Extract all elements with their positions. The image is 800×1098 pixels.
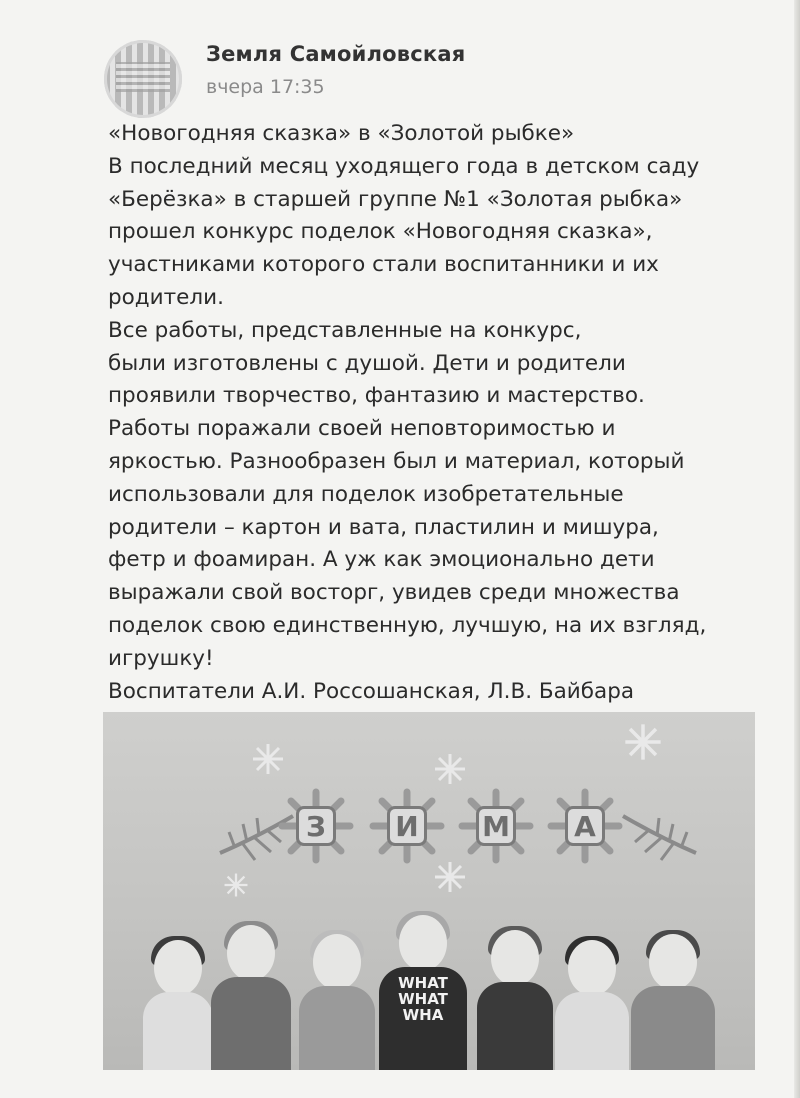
wall-letter: З	[296, 806, 336, 846]
child-figure	[555, 940, 629, 1070]
post-photo[interactable]	[103, 712, 755, 1070]
snowflake-icon	[223, 872, 249, 898]
post-line: родители – картон и вата, пластилин и мишура,	[108, 514, 659, 540]
post-line: проявили творчество, фантазию и мастерство.	[108, 383, 645, 409]
child-figure	[143, 940, 213, 1070]
post-header	[104, 40, 744, 110]
shirt-print: WHAT WHAT WHA	[398, 974, 448, 1024]
wall-letter: А	[565, 806, 605, 846]
snowflake-letter-m	[458, 788, 534, 864]
avatar[interactable]	[104, 40, 182, 118]
post-line: «Берёзка» в старшей группе №1 «Золотая рыбка»	[108, 186, 683, 212]
snowflake-icon	[251, 742, 285, 776]
snowflake-letter-i	[369, 788, 445, 864]
scan-edge	[794, 0, 800, 1098]
post-line: Работы поражали своей неповторимостью и	[108, 416, 616, 442]
post-line: были изготовлены с душой. Дети и родители	[108, 350, 626, 376]
child-figure	[299, 934, 375, 1070]
post-line: поделок свою единственную, лучшую, на их взгляд,	[108, 612, 707, 638]
post-line: выражали свой восторг, увидев среди множества	[108, 580, 680, 606]
post-line: участниками которого стали воспитанники и их	[108, 252, 659, 278]
post-line: «Новогодняя сказка» в «Золотой рыбке»	[108, 121, 575, 146]
child-figure	[379, 915, 467, 1070]
snowflake-icon	[623, 722, 663, 762]
post-signature: Воспитатели А.И. Россошанская, Л.В. Байбара	[108, 678, 635, 704]
wall-letter: М	[476, 806, 516, 846]
post-text	[108, 118, 748, 708]
snowflake-icon	[433, 752, 467, 786]
post-line: яркостью. Разнообразен был и материал, который	[108, 448, 685, 474]
post-timestamp[interactable]: вчера 17:35	[206, 76, 325, 98]
snowflake-letter-a	[547, 788, 623, 864]
author-name[interactable]: Земля Самойловская	[206, 42, 466, 66]
post-line: использовали для поделок изобретательные	[108, 481, 624, 507]
post-line: прошел конкурс поделок «Новогодняя сказка»,	[108, 219, 653, 245]
post-line: игрушку!	[108, 645, 214, 671]
snowflake-letter-z	[278, 788, 354, 864]
post-line: В последний месяц уходящего года в детском саду	[108, 153, 700, 179]
wall-letter: И	[387, 806, 427, 846]
child-figure	[477, 930, 553, 1070]
post-line: Все работы, представленные на конкурс,	[108, 317, 582, 343]
child-figure	[211, 925, 291, 1070]
post-line: фетр и фоамиран. А уж как эмоционально дети	[108, 547, 655, 573]
child-figure	[631, 934, 715, 1070]
snowflake-icon	[433, 860, 467, 894]
post-line: родители.	[108, 284, 224, 310]
branch-decoration-right	[621, 808, 701, 868]
